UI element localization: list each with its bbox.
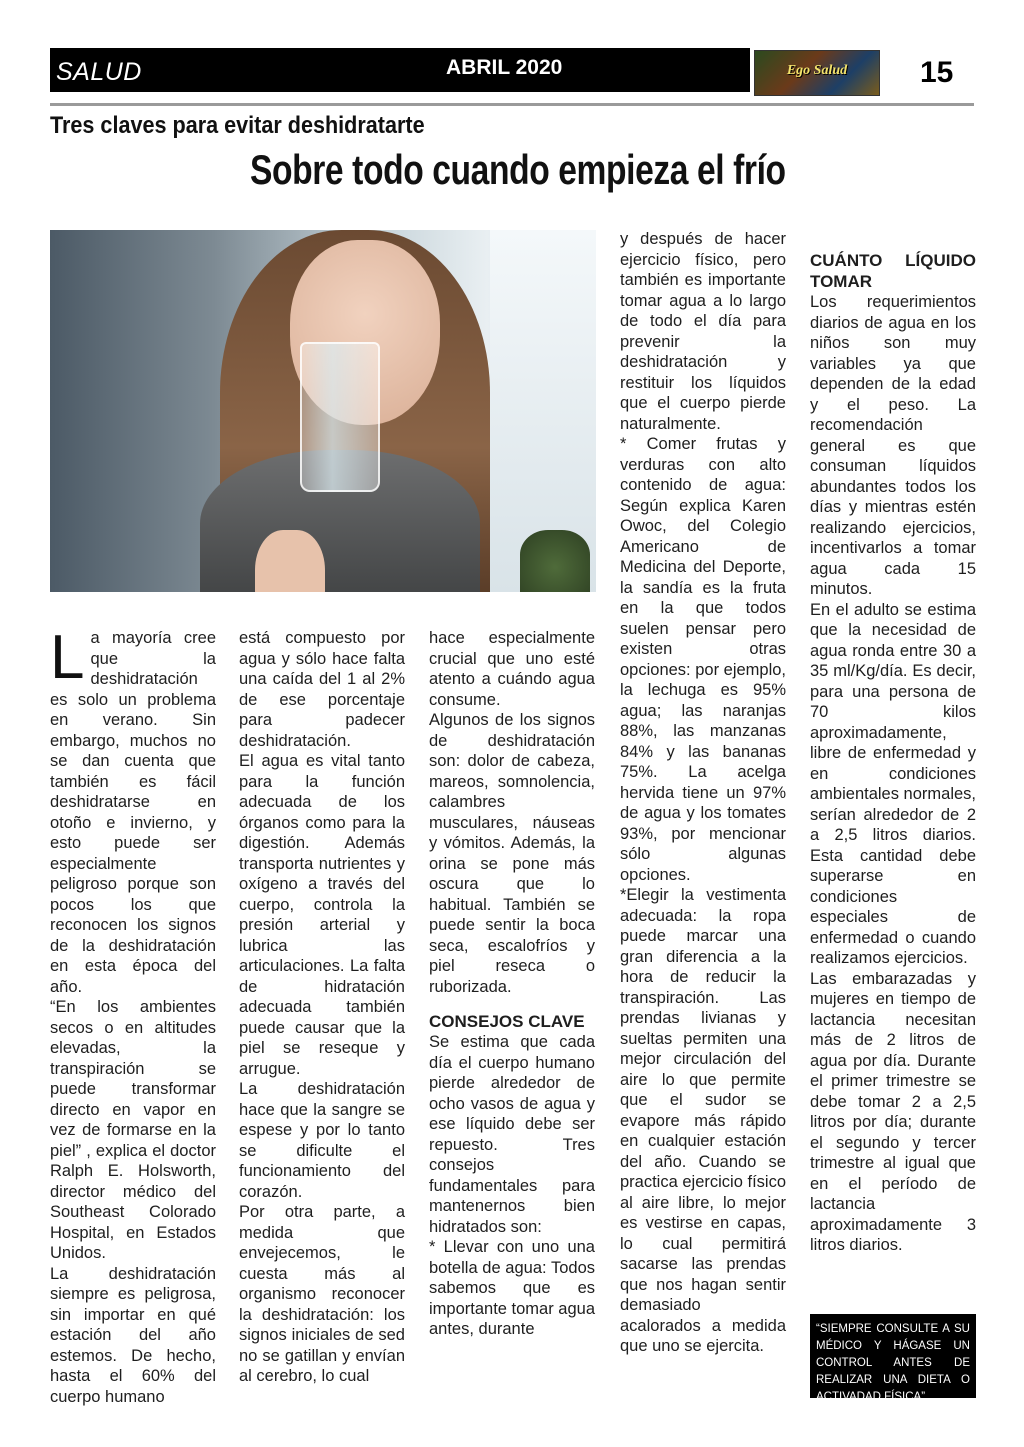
photo-hand — [255, 530, 325, 592]
article-column-5 — [810, 240, 976, 1256]
article-headline: Sobre todo cuando empieza el frío — [250, 146, 786, 193]
article-column-1 — [50, 623, 216, 1407]
woman-drinking-water-photo — [50, 230, 596, 592]
header-divider — [50, 103, 974, 106]
header-band — [50, 48, 750, 92]
subheading-key-tips: CONSEJOS CLAVE — [429, 1012, 585, 1031]
section-label: SALUD — [56, 58, 142, 86]
pull-quote-box: “SIEMPRE CONSULTE A SU MÉDICO Y HÁGASE UN CONTROL ANTES DE REALIZAR UNA DIETA O ACTIVADAD FÍSICA” — [810, 1314, 976, 1398]
paragraph: *Elegir la vestimenta adecuada: la ropa puede marcar una gran diferencia a la hora de reducir la transpiración. Las prendas livianas y sueltas permiten una mejor circulación del aire lo que permite que el sudor se evapore más rápido en cualquier estación del año. Cuando se practica ejercicio físico al aire libre, lo mejor es vestirse en capas, lo cual permitirá sacarse las prendas que nos hagan sentir demasiado acalorados a medida que uno se ejercita. — [620, 886, 786, 1355]
paragraph: * Llevar con uno una botella de agua: Todos sabemos que es importante tomar agua antes, durante — [429, 1238, 596, 1338]
paragraph: Por otra parte, a medida que envejecemos, le cuesta más al organismo reconocer la deshidratación: los signos iniciales de sed no se gatillan y envían al cerebro, lo cual — [239, 1203, 405, 1385]
paragraph: está compuesto por agua y sólo hace falta una caída del 1 al 2% de ese porcentaje para padecer deshidratación. — [239, 629, 405, 750]
paragraph: Los requerimientos diarios de agua en los niños son muy variables ya que dependen de la edad y el peso. La recomendación general es que consuman líquidos abundantes todos los días y mientras estén realizando ejercicios, incentivarlos a tomar agua cada 15 minutos. — [810, 293, 976, 598]
paragraph: Las embarazadas y mujeres en tiempo de lactancia necesitan más de 2 litros de agua por día. Durante el primer trimestre se debe tomar 2 a 2,5 litros por día; durante el segundo y tercer trimestre al igual que en el período de lactancia aproximadamente 3 litros diarios. — [810, 969, 976, 1254]
paragraph: El agua es vital tanto para la función adecuada de los órganos como para la digestión. Además transporta nutrientes y oxígeno a través del cuerpo, controla la presión arterial y lubrica las articulaciones. La falta de hidratación adecuada también puede causar que la piel se reseque y arrugue. — [239, 752, 405, 1078]
photo-water-glass — [300, 342, 380, 492]
paragraph: Algunos de los signos de deshidratación son: dolor de cabeza, mareos, somnolencia, calambres musculares, náuseas y vómitos. Además, la orina se pone más oscura que lo habitual. También se puede sentir la boca seca, escalofríos y piel reseca o ruborizada. — [429, 711, 595, 996]
paragraph: “En los ambientes secos o en altitudes elevadas, la transpiración se puede transformar directo en vapor en vez de formarse en la piel” , explica el doctor Ralph E. Holsworth, director médico del Southeast Colorado Hospital, en Estados Unidos. — [50, 998, 216, 1262]
paragraph: y después de hacer ejercicio físico, pero también es importante tomar agua a lo largo de todo el día para prevenir la deshidratación y restituir los líquidos que el cuerpo pierde naturalmente. — [620, 230, 786, 433]
logo-text: Ego Salud — [786, 63, 848, 78]
paragraph: La deshidratación siempre es peligrosa, sin importar en qué estación del año estemos. De hecho, hasta el 60% del cuerpo humano — [50, 1264, 216, 1406]
page-number: 15 — [920, 56, 954, 89]
paragraph: En el adulto se estima que la necesidad de agua ronda entre 30 a 35 ml/Kg/día. Es decir, para una persona de 70 kilos aproximadamente, libre de enfermedad y en condiciones ambientales normales, serían alrededor de 2 a 2,5 litros diarios. Esta cantidad debe superarse en condiciones especiales de enfermedad o cuando realizamos ejercicios. — [810, 600, 976, 967]
article-kicker: Tres claves para evitar deshidratarte — [50, 112, 425, 139]
subheading-how-much-liquid: CUÁNTO LÍQUIDO TOMAR — [810, 251, 976, 291]
paragraph: * Comer frutas y verduras con alto contenido de agua: Según explica Karen Owoc, del Colegio Americano de Medicina del Deporte, la sandía es la fruta en la que todos suelen pensar pero existen otras opciones: por ejemplo, la lechuga es 95% agua; las naranjas 88%, las manzanas 84% y las bananas 75%. La acelga hervida tiene un 97% de agua y los tomates 93%, por mencionar sólo algunas opciones. — [620, 435, 787, 884]
drop-cap: L — [50, 623, 85, 692]
publication-logo — [754, 50, 880, 96]
article-column-3 — [429, 628, 595, 1340]
article-column-2 — [239, 628, 405, 1387]
paragraph-text: a mayoría cree que la deshidratación es solo un problema en verano. Sin embargo, muchos no se dan cuenta que también es fácil deshidratarse en otoño e invierno, y esto puede ser especialmente peligroso porque son pocos los que reconocen los signos de la deshidratación en esta época del año. — [50, 629, 216, 996]
paragraph — [50, 623, 216, 997]
paragraph: La deshidratación hace que la sangre se espese y por lo tanto se dificulte el funcionamiento del corazón. — [239, 1080, 405, 1201]
paragraph: hace especialmente crucial que uno esté atento a cuándo agua consume. — [429, 629, 595, 709]
paragraph: Se estima que cada día el cuerpo humano pierde alrededor de ocho vasos de agua y ese líquido debe ser repuesto. Tres consejos fundamentales para mantenernos bien hidratados son: — [429, 1033, 595, 1236]
article-column-4 — [620, 229, 786, 1357]
photo-plant — [520, 530, 590, 592]
issue-date: ABRIL 2020 — [446, 56, 563, 79]
